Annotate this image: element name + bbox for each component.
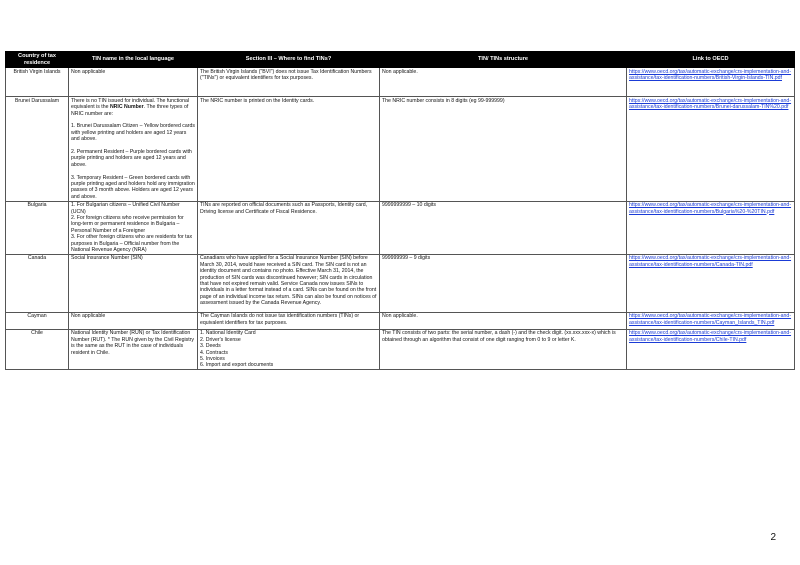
header-country: Country of tax residence — [6, 52, 69, 68]
structure-cell: 999999999 – 9 digits — [380, 254, 627, 312]
nric-type-permanent: 2. Permanent Resident – Purple bordered cards with purple printing and holders are aged 12 years and above. — [71, 148, 192, 168]
tin-name-intro — [71, 98, 195, 117]
header-tin-name: TIN name in the local language — [69, 52, 198, 68]
link-cell — [627, 254, 795, 312]
tin-type-foreigner: 2. For foreign citizens who receive permission for long-term or permanent residence in Bulgaria – Personal Number of a Foreigner — [71, 214, 184, 234]
oecd-link[interactable]: https://www.oecd.org/tax/automatic-exchange/crs-implementation-and-assistance/tax-identification-numbers/Cayman_Islands_TIN.pdf — [629, 313, 792, 326]
structure-cell: Non applicable. — [380, 312, 627, 329]
tin-name-cell — [69, 97, 198, 201]
link-cell — [627, 68, 795, 97]
section3-cell: The British Virgin Islands ("BVI") does not issue Tax Identification Numbers ("TINs") or equivalent identifiers for tax purposes. — [198, 68, 380, 97]
country-cell: British Virgin Islands — [6, 68, 69, 97]
doc-item: 3. Deeds — [200, 343, 221, 350]
header-structure: TIN/ TINs structure — [380, 52, 627, 68]
table-row-brunei — [6, 97, 795, 201]
table-header-row — [6, 52, 795, 68]
link-cell — [627, 329, 795, 369]
oecd-link[interactable]: https://www.oecd.org/tax/automatic-exchange/crs-implementation-and-assistance/tax-identification-numbers/Canada-TIN.pdf — [629, 255, 792, 268]
country-cell: Chile — [6, 329, 69, 369]
table-row-bvi — [6, 68, 795, 97]
tin-name-cell: Social Insurance Number (SIN) — [69, 254, 198, 312]
country-cell: Bulgaria — [6, 201, 69, 254]
header-section3: Section III – Where to find TINs? — [198, 52, 380, 68]
doc-item: 4. Contracts — [200, 349, 228, 356]
doc-item: 2. Driver's license — [200, 336, 241, 343]
tin-name-cell: National Identity Number (RUN) or Tax Identification Number (RUT). * The RUN given by the Civil Registry is the same as the RUT in the case of individuals resident in Chile. — [69, 329, 198, 369]
table-row-chile — [6, 329, 795, 369]
section3-cell — [198, 329, 380, 369]
oecd-link[interactable]: https://www.oecd.org/tax/automatic-exchange/crs-implementation-and-assistance/tax-identification-numbers/Brunei-darussalam-TIN%20.pdf — [629, 97, 792, 111]
tin-type-ucn: 1. For Bulgarian citizens – Unified Civil Number (UCN) — [71, 202, 180, 215]
oecd-link[interactable]: https://www.oecd.org/tax/automatic-exchange/crs-implementation-and-assistance/tax-identification-numbers/Bulgaria%20-%20TIN.pdf — [629, 202, 792, 215]
structure-cell: Non applicable. — [380, 68, 627, 97]
country-cell: Brunei Darussalam — [6, 97, 69, 201]
tin-name-cell — [69, 201, 198, 254]
oecd-link[interactable]: https://www.oecd.org/tax/automatic-exchange/crs-implementation-and-assistance/tax-identification-numbers/British-Virgin-Islands-TIN.pdf — [629, 68, 792, 82]
doc-item: 1. National Identity Card — [200, 330, 256, 337]
tin-type-nra: 3. For other foreign citizens who are residents for tax purposes in Bulgaria – Official number from the National Revenue Agency (NRA) — [71, 234, 193, 253]
page-number: 2 — [770, 532, 776, 543]
nric-type-citizen: 1. Brunei Darussalam Citizen – Yellow bordered cards with yellow printing and holders are aged 12 years and above. — [71, 123, 195, 143]
table-row-canada — [6, 254, 795, 312]
link-cell — [627, 97, 795, 201]
doc-item: 5. Invoices — [200, 356, 225, 363]
structure-cell: 9999999999 – 10 digits — [380, 201, 627, 254]
section3-cell: TINs are reported on official documents such as Passports, Identity card, Driving license and Certificate of Fiscal Residence. — [198, 201, 380, 254]
section3-cell: The Cayman Islands do not issue tax identification numbers (TINs) or equivalent identifiers for tax purposes. — [198, 312, 380, 329]
intro-text-end: . The three types of NRIC number are: — [71, 104, 189, 117]
tin-name-cell: Non applicable — [69, 312, 198, 329]
section3-cell: Canadians who have applied for a Social Insurance Number (SIN) before March 30, 2014, would have received a SIN card. The SIN card is not an identity document and contains no photo. Effective March 31, 2014, the production of SIN cards was discontinued however; SIN cards in circulation that have not expired remain valid. Service Canada now issues SINs to individuals in a letter format instead of a card. SINs can be found on the front page of an individual income tax return. SINs can also be found on notices of assessment issued by the Canada Revenue Agency. — [198, 254, 380, 312]
link-cell — [627, 312, 795, 329]
doc-item: 6. Import and export documents — [200, 362, 274, 369]
tin-table — [5, 51, 795, 370]
section3-cell: The NRIC number is printed on the Identity cards. — [198, 97, 380, 201]
nric-type-temporary: 3. Temporary Resident – Green bordered cards with purple printing aged and holders hold any immigration passes of 3 month above. Holders are aged 12 years and above. — [71, 174, 195, 200]
oecd-link[interactable]: https://www.oecd.org/tax/automatic-exchange/crs-implementation-and-assistance/tax-identification-numbers/Chile-TIN.pdf — [629, 330, 792, 343]
country-cell: Canada — [6, 254, 69, 312]
tin-name-cell: Non applicable — [69, 68, 198, 97]
country-cell: Cayman — [6, 312, 69, 329]
structure-cell: The TIN consists of two parts: the serial number, a dash (-) and the check digit. (xx.xxx.xxx-x) which is obtained through an algorithm that consist of one digit ranging from 0 to 9 or letter K. — [380, 329, 627, 369]
nric-number-bold: NRIC Number — [109, 104, 144, 111]
intro-text: There is no TIN issued for individual. The functional equivalent is the — [71, 97, 190, 111]
link-cell — [627, 201, 795, 254]
table-row-bulgaria — [6, 201, 795, 254]
structure-cell: The NRIC number consists in 8 digits (eg 99-999999) — [380, 97, 627, 201]
header-link: Link to OECD — [627, 52, 795, 68]
table-row-cayman — [6, 312, 795, 329]
